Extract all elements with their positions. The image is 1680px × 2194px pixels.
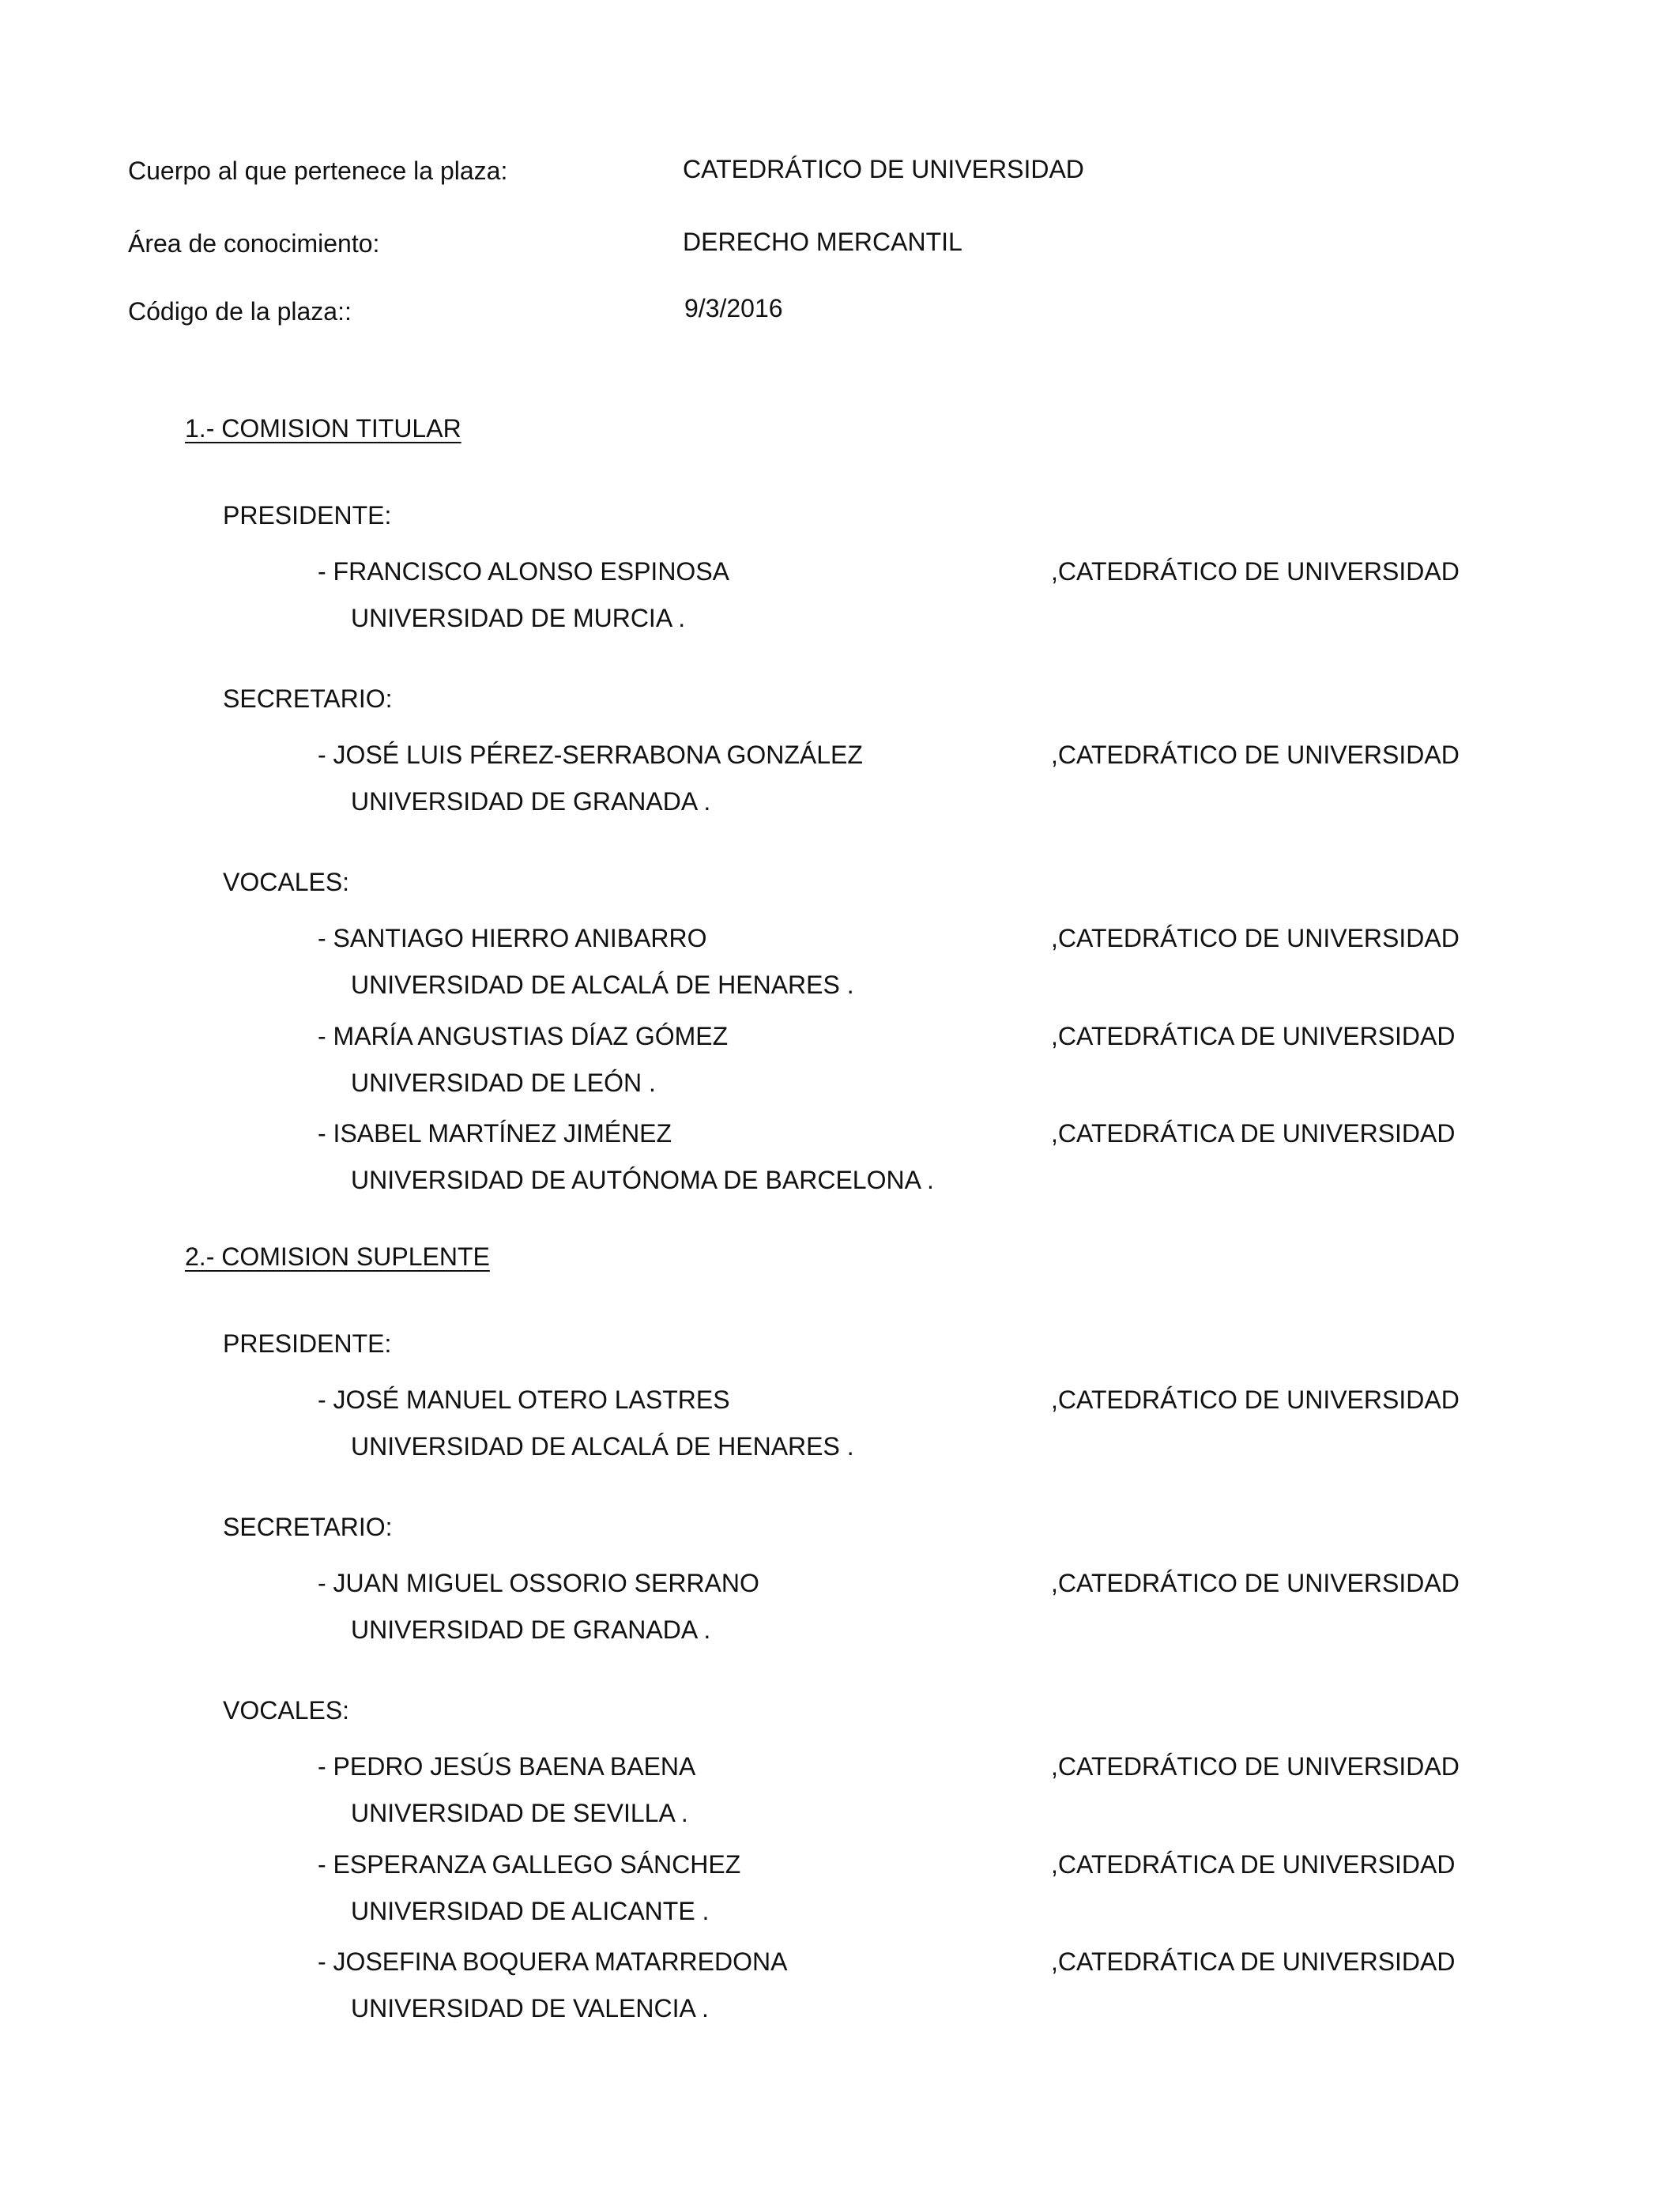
suplente-presidente-label: PRESIDENTE: (223, 1329, 392, 1358)
titular-vocal-3-title: ,CATEDRÁTICA DE UNIVERSIDAD (1051, 1119, 1456, 1148)
suplente-vocal-3-univ: UNIVERSIDAD DE VALENCIA . (351, 1994, 709, 2022)
suplente-vocales-label: VOCALES: (223, 1696, 350, 1725)
suplente-secretario-univ: UNIVERSIDAD DE GRANADA . (351, 1615, 711, 1644)
titular-vocales-label: VOCALES: (223, 868, 350, 896)
section-heading-titular: 1.- COMISION TITULAR (185, 414, 461, 443)
titular-vocal-3-name: - ISABEL MARTÍNEZ JIMÉNEZ (318, 1119, 672, 1148)
area-label: Área de conocimiento: (128, 229, 380, 258)
codigo-value: 9/3/2016 (684, 294, 783, 322)
titular-secretario-name: - JOSÉ LUIS PÉREZ-SERRABONA GONZÁLEZ (318, 741, 863, 769)
titular-presidente-title: ,CATEDRÁTICO DE UNIVERSIDAD (1051, 557, 1460, 586)
suplente-secretario-name: - JUAN MIGUEL OSSORIO SERRANO (318, 1569, 759, 1597)
titular-presidente-univ: UNIVERSIDAD DE MURCIA . (351, 604, 686, 632)
suplente-vocal-1-name: - PEDRO JESÚS BAENA BAENA (318, 1752, 696, 1781)
suplente-secretario-title: ,CATEDRÁTICO DE UNIVERSIDAD (1051, 1569, 1460, 1597)
suplente-vocal-2-univ: UNIVERSIDAD DE ALICANTE . (351, 1897, 710, 1925)
suplente-vocal-1-title: ,CATEDRÁTICO DE UNIVERSIDAD (1051, 1752, 1460, 1781)
suplente-presidente-title: ,CATEDRÁTICO DE UNIVERSIDAD (1051, 1385, 1460, 1414)
titular-presidente-label: PRESIDENTE: (223, 501, 392, 530)
titular-secretario-univ: UNIVERSIDAD DE GRANADA . (351, 787, 711, 816)
section-heading-suplente: 2.- COMISION SUPLENTE (185, 1242, 490, 1271)
suplente-presidente-univ: UNIVERSIDAD DE ALCALÁ DE HENARES . (351, 1432, 854, 1461)
titular-vocal-2-name: - MARÍA ANGUSTIAS DÍAZ GÓMEZ (318, 1022, 729, 1050)
titular-vocal-1-univ: UNIVERSIDAD DE ALCALÁ DE HENARES . (351, 971, 854, 999)
cuerpo-value: CATEDRÁTICO DE UNIVERSIDAD (683, 155, 1084, 183)
suplente-presidente-name: - JOSÉ MANUEL OTERO LASTRES (318, 1385, 730, 1414)
suplente-vocal-3-title: ,CATEDRÁTICA DE UNIVERSIDAD (1051, 1947, 1456, 1976)
titular-vocal-2-univ: UNIVERSIDAD DE LEÓN . (351, 1069, 656, 1097)
titular-vocal-1-title: ,CATEDRÁTICO DE UNIVERSIDAD (1051, 924, 1460, 952)
titular-secretario-title: ,CATEDRÁTICO DE UNIVERSIDAD (1051, 741, 1460, 769)
titular-presidente-name: - FRANCISCO ALONSO ESPINOSA (318, 557, 729, 586)
titular-vocal-3-univ: UNIVERSIDAD DE AUTÓNOMA DE BARCELONA . (351, 1166, 934, 1194)
suplente-vocal-2-name: - ESPERANZA GALLEGO SÁNCHEZ (318, 1850, 741, 1879)
titular-vocal-1-name: - SANTIAGO HIERRO ANIBARRO (318, 924, 707, 952)
cuerpo-label: Cuerpo al que pertenece la plaza: (128, 156, 508, 185)
suplente-vocal-2-title: ,CATEDRÁTICA DE UNIVERSIDAD (1051, 1850, 1456, 1879)
area-value: DERECHO MERCANTIL (683, 228, 962, 256)
suplente-secretario-label: SECRETARIO: (223, 1513, 393, 1541)
titular-vocal-2-title: ,CATEDRÁTICA DE UNIVERSIDAD (1051, 1022, 1456, 1050)
titular-secretario-label: SECRETARIO: (223, 684, 393, 713)
suplente-vocal-3-name: - JOSEFINA BOQUERA MATARREDONA (318, 1947, 788, 1976)
suplente-vocal-1-univ: UNIVERSIDAD DE SEVILLA . (351, 1799, 688, 1827)
codigo-label: Código de la plaza:: (128, 297, 352, 326)
